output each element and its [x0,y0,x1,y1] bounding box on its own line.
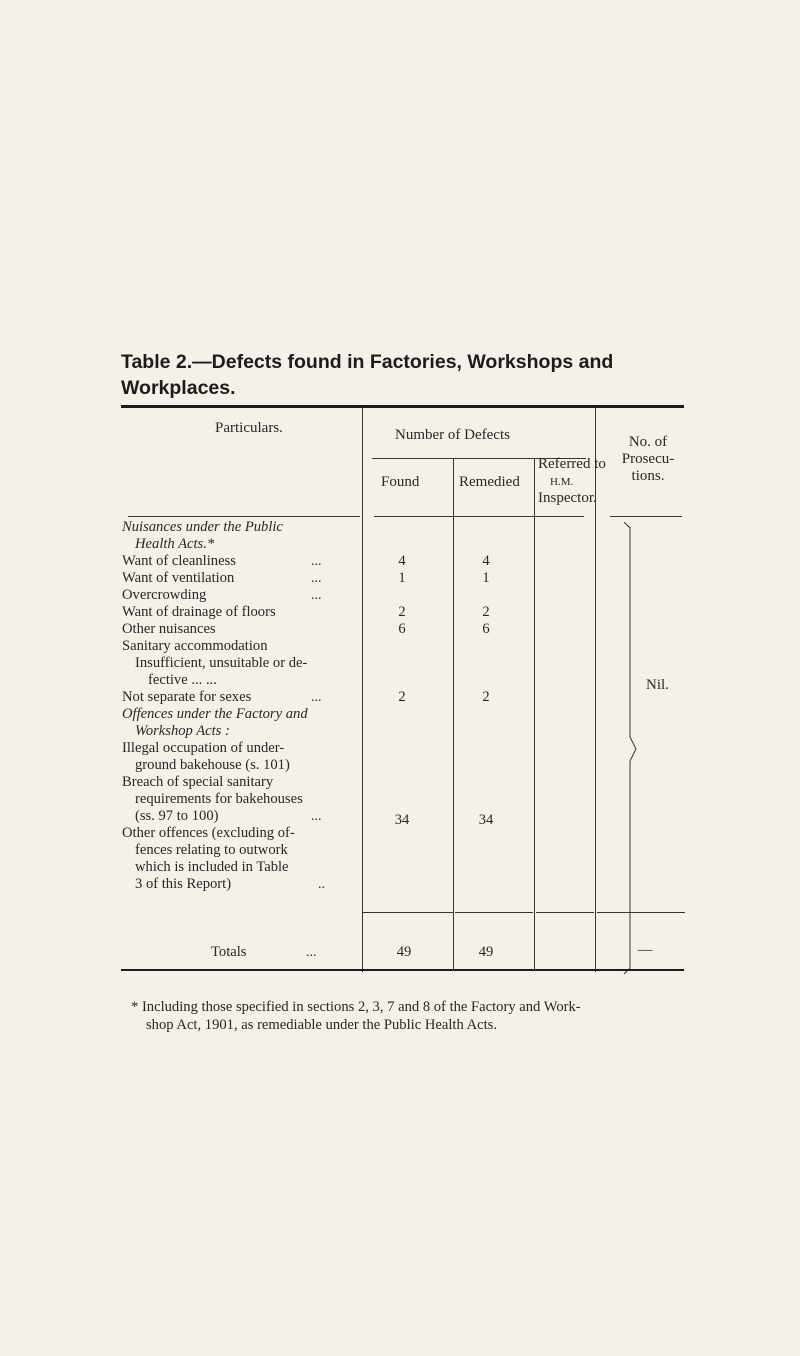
row-label: Insufficient, unsuitable or de- [135,655,308,671]
row-label: Want of cleanliness [122,553,236,569]
row-dots: ... [311,554,322,569]
row-label: Sanitary accommodation [122,638,268,654]
row-label: fences relating to outwork [135,842,288,858]
row-label: 3 of this Report) [135,876,232,892]
header-prosecutions-line-3: tions. [631,468,665,484]
cell-found: 1 [398,570,406,586]
header-referred-line-2: H.M. [550,476,574,488]
header-prosecutions-line-1: No. of [628,434,668,450]
totals-rule-found [363,912,453,913]
bottom-rule [121,969,684,971]
header-remedied: Remedied [459,474,520,490]
totals-prosecutions: — [637,942,653,958]
col-divider-found [453,458,454,970]
header-bottom-rule-left [128,516,360,517]
row-label: ground bakehouse (s. 101) [135,757,290,773]
cell-found: 2 [398,604,406,620]
totals-dots: ... [306,945,317,960]
cell-remedied: 1 [482,570,490,586]
cell-remedied: 4 [482,553,490,569]
table-title [121,349,761,401]
row-label: requirements for bakehouses [135,791,303,807]
header-prosecutions-line-2: Prosecu- [621,451,675,467]
row-label: Offences under the Factory and [122,706,308,722]
title-line-2: Workplaces. [121,377,236,399]
header-referred-line-1: Referred to [538,456,606,472]
totals-rule-referred [536,912,594,913]
footnote-line-1: * Including those specified in sections 2, 3, 7 and 8 of the Factory and Work- [131,999,581,1015]
totals-found: 49 [396,944,412,960]
totals-label: Totals [211,944,247,960]
cell-found: 34 [394,812,410,828]
row-dots: ... [311,809,322,824]
cell-remedied: 2 [482,689,490,705]
row-label: Workshop Acts : [135,723,230,739]
row-label: Overcrowding [122,587,207,603]
row-dots: .. [318,877,325,892]
cell-remedied: 34 [478,812,494,828]
totals-remedied: 49 [478,944,494,960]
row-label: Not separate for sexes [122,689,252,705]
header-prosecutions [612,434,684,485]
cell-remedied: 6 [482,621,490,637]
row-label: Want of drainage of floors [122,604,276,620]
footnote-line-2: shop Act, 1901, as remediable under the Public Health Acts. [146,1017,497,1033]
header-found: Found [381,474,420,490]
row-label: Nuisances under the Public [122,519,283,535]
top-rule [121,405,684,408]
header-bottom-rule-right [610,516,682,517]
cell-found: 4 [398,553,406,569]
row-label: fective ... ... [148,672,217,688]
row-label: Illegal occupation of under- [122,740,285,756]
header-number-of-defects: Number of Defects [395,427,510,443]
title-line-1: Table 2.—Defects found in Factories, Workshops and [121,351,614,373]
col-divider-remedied [534,458,535,970]
cell-found: 6 [398,621,406,637]
row-label: Other offences (excluding of- [122,825,295,841]
row-label: (ss. 97 to 100) [135,808,219,824]
brace-icon [620,522,640,977]
header-referred-line-3: Inspector. [538,490,597,506]
footnote [131,998,731,1034]
totals-rule-remedied [455,912,533,913]
totals-rule-prosecutions [597,912,685,913]
row-dots: ... [311,690,322,705]
prosecutions-nil: Nil. [646,677,669,693]
row-label: Breach of special sanitary [122,774,274,790]
header-particulars: Particulars. [215,420,283,436]
cell-remedied: 2 [482,604,490,620]
row-label: Other nuisances [122,621,216,637]
row-dots: ... [311,571,322,586]
row-label: Health Acts.* [135,536,215,552]
row-label: which is included in Table [135,859,289,875]
header-bottom-rule-mid [374,516,584,517]
row-label: Want of ventilation [122,570,235,586]
cell-found: 2 [398,689,406,705]
row-dots: ... [311,588,322,603]
